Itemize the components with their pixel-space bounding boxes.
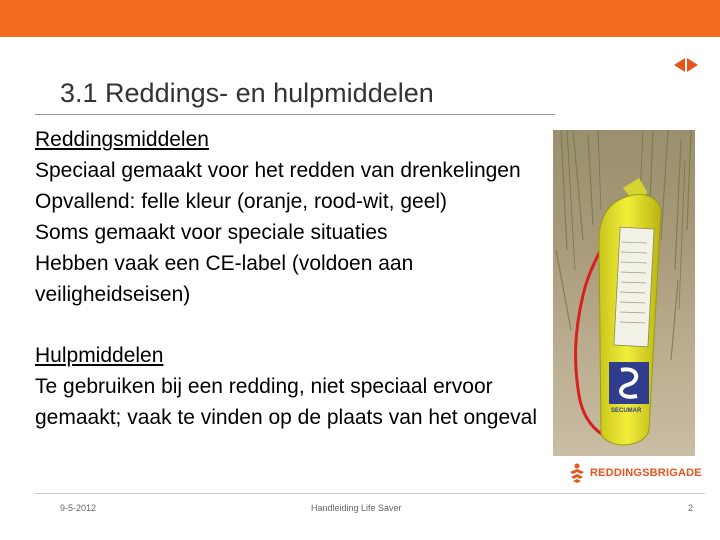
slide-body: [35, 124, 545, 433]
footer-divider: [35, 493, 705, 494]
footer-date: 9-5-2012: [60, 503, 97, 513]
slide-navigation: [674, 58, 698, 72]
body-line: Hebben vaak een CE-label (voldoen aan veiligheidseisen): [35, 252, 414, 306]
title-divider: [35, 114, 555, 115]
body-line: Opvallend: felle kleur (oranje, rood-wit, geel): [35, 190, 448, 213]
section-heading-reddingsmiddelen: Reddingsmiddelen: [35, 128, 209, 151]
triangle-left-icon[interactable]: [674, 58, 685, 72]
footer-title: Handleiding Life Saver: [311, 503, 402, 513]
bag-brand-label: SECUMAR: [611, 408, 642, 414]
header-bar: [0, 0, 720, 37]
body-line: Speciaal gemaakt voor het redden van drenkelingen: [35, 159, 521, 182]
logo-text: REDDINGSBRIGADE: [590, 467, 702, 479]
reddingsbrigade-logo: [568, 462, 702, 484]
reddingsbrigade-emblem-icon: [568, 462, 586, 484]
page-number: 2: [688, 503, 694, 513]
rescue-throw-bag-photo: [553, 130, 695, 456]
triangle-right-icon[interactable]: [687, 58, 698, 72]
section-heading-hulpmiddelen: Hulpmiddelen: [35, 344, 164, 367]
slide-title: 3.1 Reddings- en hulpmiddelen: [60, 78, 434, 108]
body-line: Te gebruiken bij een redding, niet speciaal ervoor gemaakt; vaak te vinden op de plaats van het ongeval: [35, 375, 538, 429]
body-line: Soms gemaakt voor speciale situaties: [35, 221, 388, 244]
